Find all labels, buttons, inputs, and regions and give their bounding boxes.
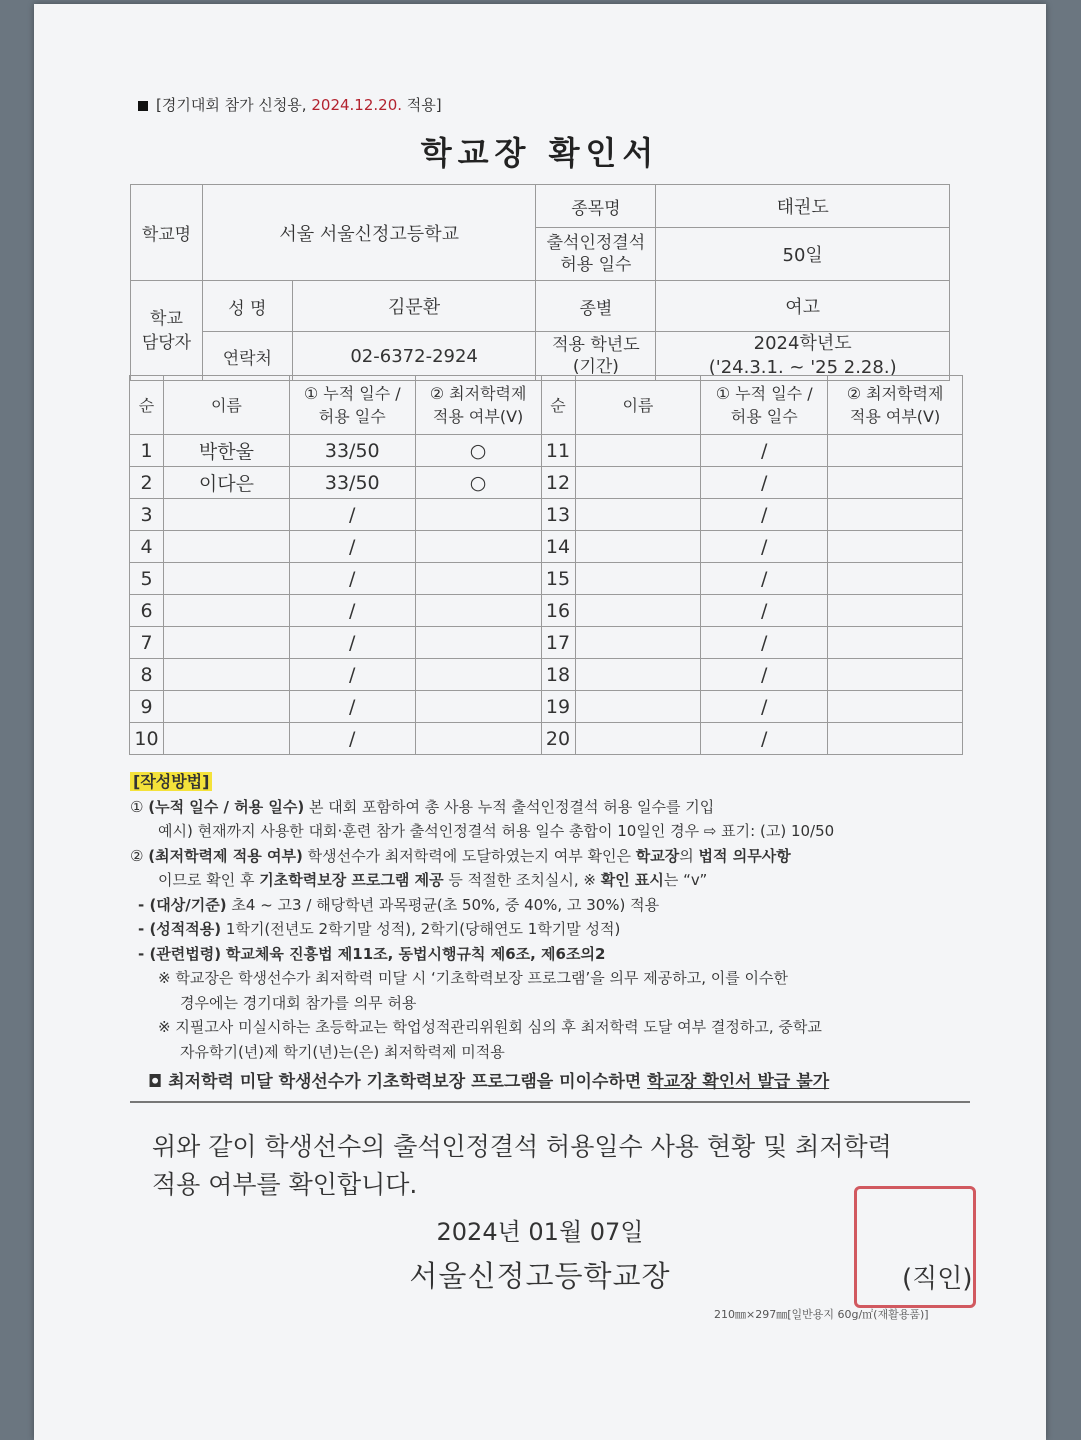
row-no-cell: 20: [541, 723, 575, 755]
row-name-cell: [163, 691, 289, 723]
roster-header-row: [130, 376, 963, 435]
row-no-cell: 1: [130, 435, 164, 467]
divider: [130, 1101, 970, 1103]
row-no-cell: 3: [130, 499, 164, 531]
row-no-cell: 8: [130, 659, 164, 691]
row-min-cell: [415, 531, 541, 563]
row-no-cell: 5: [130, 563, 164, 595]
row-min-cell: ○: [415, 435, 541, 467]
row-days-cell: /: [701, 531, 828, 563]
school-year-label: 적용 학년도 (기간): [536, 332, 656, 381]
row-min-cell: [415, 723, 541, 755]
row-no-cell: 6: [130, 595, 164, 627]
effective-date: 2024.12.20.: [311, 96, 403, 114]
row-name-cell: [575, 531, 701, 563]
row-days-cell: /: [289, 531, 415, 563]
row-days-cell: /: [289, 595, 415, 627]
sport-label: 종목명: [536, 185, 656, 228]
name-label: 성 명: [202, 281, 292, 332]
row-name-cell: [163, 595, 289, 627]
square-bullet-icon: [138, 101, 148, 111]
document-page: [34, 4, 1046, 1440]
warning-icon: ◘: [148, 1072, 163, 1092]
col-name-header: 이름: [163, 376, 289, 435]
gender-value: 여고: [656, 281, 950, 332]
row-name-cell: [575, 627, 701, 659]
row-name-cell: [163, 563, 289, 595]
student-roster-table: [129, 375, 963, 755]
row-name-cell: [575, 499, 701, 531]
row-no-cell: 12: [541, 467, 575, 499]
note-1-cont: 경우에는 경기대회 참가를 의무 허용: [180, 993, 417, 1012]
issue-date: 2024년 01월 07일: [436, 1218, 644, 1246]
row-min-cell: ○: [415, 467, 541, 499]
table-row: [130, 595, 963, 627]
row-days-cell: /: [289, 563, 415, 595]
row-min-cell: [415, 659, 541, 691]
signer-name: 서울신정고등학교장: [409, 1259, 671, 1293]
form-header: [경기대회 참가 신청용, 2024.12.20. 적용]: [138, 94, 442, 115]
warning-line: ◘ 최저학력 미달 학생선수가 기초학력보장 프로그램을 미이수하면 학교장 확인서 발급 불가: [148, 1072, 830, 1092]
paper-spec-footer: 210㎜×297㎜[일반용지 60g/㎡(재활용품)]: [714, 1308, 929, 1321]
table-row: [130, 723, 963, 755]
instruction-item-2: ② (최저학력제 적용 여부) 학생선수가 최저학력에 도달하였는지 여부 확인은 학교장의 법적 의무사항: [130, 846, 791, 865]
row-days-cell: 33/50: [289, 467, 415, 499]
sport-value: 태권도: [656, 185, 950, 228]
table-row: [130, 435, 963, 467]
table-row: [130, 691, 963, 723]
allowed-days-label: 출석인정결석 허용 일수: [536, 228, 656, 281]
row-no-cell: 14: [541, 531, 575, 563]
row-min-cell: [828, 531, 963, 563]
row-min-cell: [828, 435, 963, 467]
col-no-header: 순: [541, 376, 575, 435]
confirmation-text: 위와 같이 학생선수의 출석인정결석 허용일수 사용 현황 및 최저학력 적용 여부를 확인합니다.: [152, 1132, 892, 1199]
col-min-header: ② 최저학력제 적용 여부(V): [828, 376, 963, 435]
table-row: [130, 659, 963, 691]
row-no-cell: 9: [130, 691, 164, 723]
instructions-heading: [작성방법]: [130, 772, 212, 791]
row-days-cell: /: [701, 467, 828, 499]
row-name-cell: [163, 531, 289, 563]
grade-apply-line: - (성적적용) 1학기(전년도 2학기말 성적), 2학기(당해연도 1학기말 성적): [138, 920, 621, 938]
info-table: [130, 184, 950, 381]
row-min-cell: [415, 691, 541, 723]
row-no-cell: 4: [130, 531, 164, 563]
table-row: [130, 627, 963, 659]
row-days-cell: 33/50: [289, 435, 415, 467]
table-row: [130, 563, 963, 595]
row-name-cell: [163, 723, 289, 755]
row-days-cell: /: [701, 435, 828, 467]
row-no-cell: 17: [541, 627, 575, 659]
row-no-cell: 18: [541, 659, 575, 691]
manager-label: 학교 담당자: [131, 281, 203, 381]
row-name-cell: [163, 659, 289, 691]
table-row: [130, 467, 963, 499]
row-min-cell: [828, 499, 963, 531]
row-days-cell: /: [289, 691, 415, 723]
row-days-cell: /: [701, 691, 828, 723]
name-value: 김문환: [292, 281, 536, 332]
col-name-header: 이름: [575, 376, 701, 435]
contact-label: 연락처: [202, 332, 292, 381]
row-name-cell: [575, 595, 701, 627]
instructions: [130, 770, 970, 1103]
row-days-cell: /: [701, 723, 828, 755]
row-days-cell: /: [289, 723, 415, 755]
row-days-cell: /: [289, 499, 415, 531]
row-name-cell: [575, 563, 701, 595]
row-no-cell: 2: [130, 467, 164, 499]
law-line: - (관련법령) 학교체육 진흥법 제11조, 동법시행규칙 제6조, 제6조의2: [138, 944, 606, 963]
criteria-line: - (대상/기준) 초4 ~ 고3 / 해당학년 과목평균(초 50%, 중 40%, 고 30%) 적용: [138, 895, 660, 914]
row-days-cell: /: [289, 627, 415, 659]
row-name-cell: [575, 723, 701, 755]
row-min-cell: [415, 627, 541, 659]
allowed-days-value: 50일: [656, 228, 950, 281]
row-name-cell: 이다은: [163, 467, 289, 499]
row-min-cell: [828, 659, 963, 691]
row-no-cell: 19: [541, 691, 575, 723]
col-min-header: ② 최저학력제 적용 여부(V): [415, 376, 541, 435]
row-days-cell: /: [701, 499, 828, 531]
row-no-cell: 7: [130, 627, 164, 659]
col-no-header: 순: [130, 376, 164, 435]
row-min-cell: [828, 595, 963, 627]
row-no-cell: 15: [541, 563, 575, 595]
table-row: [130, 499, 963, 531]
row-name-cell: [163, 499, 289, 531]
col-days-header: ① 누적 일수 / 허용 일수: [701, 376, 828, 435]
row-name-cell: [575, 691, 701, 723]
row-name-cell: [163, 627, 289, 659]
row-min-cell: [828, 691, 963, 723]
note-2-cont: 자유학기(년)제 학기(년)는(은) 최저학력제 미적용: [180, 1042, 505, 1061]
instruction-item-1: ① (누적 일수 / 허용 일수) 본 대회 포함하여 총 사용 누적 출석인정결석 허용 일수를 기입: [130, 797, 715, 816]
gender-label: 종별: [536, 281, 656, 332]
row-name-cell: [575, 467, 701, 499]
row-days-cell: /: [701, 627, 828, 659]
row-min-cell: [415, 595, 541, 627]
row-min-cell: [828, 563, 963, 595]
row-no-cell: 16: [541, 595, 575, 627]
instruction-example: 예시) 현재까지 사용한 대회·훈련 참가 출석인정결석 허용 일수 총합이 10일인 경우 ⇨ 표기: (고) 10/50: [158, 822, 835, 840]
seal-mark: (직인): [902, 1264, 973, 1294]
row-name-cell: [575, 435, 701, 467]
row-days-cell: /: [701, 595, 828, 627]
instruction-item-2-cont: 이므로 확인 후 기초학력보장 프로그램 제공 등 적절한 조치실시, ※ 확인 표시는 “v”: [158, 871, 708, 889]
school-year-value: 2024학년도 ('24.3.1. ~ '25 2.28.): [656, 332, 950, 381]
row-no-cell: 11: [541, 435, 575, 467]
row-min-cell: [415, 563, 541, 595]
table-row: [130, 531, 963, 563]
row-days-cell: /: [701, 563, 828, 595]
row-no-cell: 10: [130, 723, 164, 755]
row-min-cell: [828, 723, 963, 755]
school-value: 서울 서울신정고등학교: [202, 185, 536, 281]
col-days-header: ① 누적 일수 / 허용 일수: [289, 376, 415, 435]
note-1: ※ 학교장은 학생선수가 최저학력 미달 시 ‘기초학력보장 프로그램’을 의무 제공하고, 이를 이수한: [158, 969, 788, 987]
row-name-cell: [575, 659, 701, 691]
row-name-cell: 박한울: [163, 435, 289, 467]
note-2: ※ 지필고사 미실시하는 초등학교는 학업성적관리위원회 심의 후 최저학력 도달 여부 결정하고, 중학교: [158, 1018, 822, 1036]
row-days-cell: /: [289, 659, 415, 691]
row-min-cell: [415, 499, 541, 531]
row-days-cell: /: [701, 659, 828, 691]
contact-value: 02-6372-2924: [292, 332, 536, 381]
page-title: 학교장 확인서: [420, 134, 660, 172]
school-label: 학교명: [131, 185, 203, 281]
row-no-cell: 13: [541, 499, 575, 531]
row-min-cell: [828, 467, 963, 499]
row-min-cell: [828, 627, 963, 659]
